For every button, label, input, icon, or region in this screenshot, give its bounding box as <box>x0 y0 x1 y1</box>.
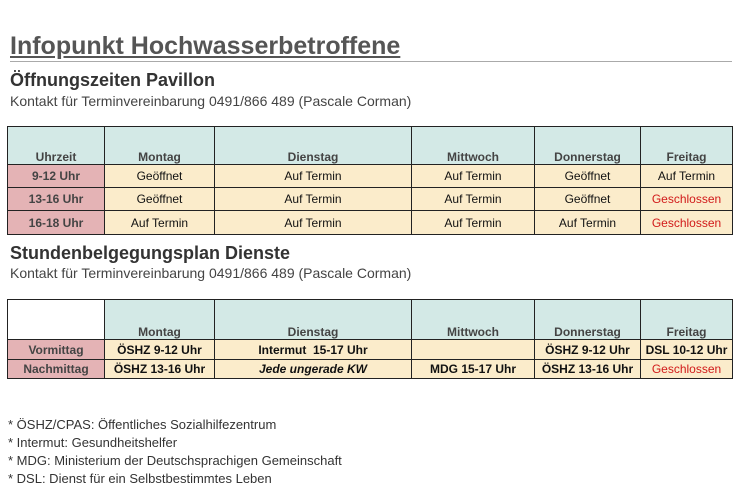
col-header-dienstag: Dienstag <box>215 300 412 340</box>
table-cell: Auf Termin <box>215 165 412 188</box>
table-cell: Geöffnet <box>535 165 641 188</box>
col-header-mittwoch: Mittwoch <box>412 300 535 340</box>
dienste-table <box>7 299 733 379</box>
page-title: Infopunkt Hochwasserbetroffene <box>10 32 401 60</box>
empty-corner-cell <box>8 300 105 340</box>
table-cell: Jede ungerade KW <box>215 360 412 379</box>
table-cell-closed: Geschlossen <box>641 211 733 235</box>
col-header-donnerstag: Donnerstag <box>535 300 641 340</box>
table-row <box>8 360 733 379</box>
col-header-montag: Montag <box>105 300 215 340</box>
col-header-donnerstag: Donnerstag <box>535 127 641 165</box>
row-label: 9-12 Uhr <box>8 165 105 188</box>
footnote: * Intermut: Gesundheitshelfer <box>8 435 178 450</box>
col-header-dienstag: Dienstag <box>215 127 412 165</box>
table-cell <box>412 340 535 360</box>
table-cell-closed: Geschlossen <box>641 360 733 379</box>
table-cell: ÖSHZ 13-16 Uhr <box>105 360 215 379</box>
table-cell: Geöffnet <box>105 165 215 188</box>
table-cell-closed: Geschlossen <box>641 188 733 211</box>
dienste-header-row <box>8 300 733 340</box>
footnote: * MDG: Ministerium der Deutschsprachigen Gemeinschaft <box>8 453 342 468</box>
pavillon-table <box>7 126 733 235</box>
row-label: Nachmittag <box>8 360 105 379</box>
table-row <box>8 165 733 188</box>
table-row <box>8 340 733 360</box>
col-header-uhrzeit: Uhrzeit <box>8 127 105 165</box>
table-cell: Auf Termin <box>412 211 535 235</box>
dienste-contact: Kontakt für Terminvereinbarung 0491/866 489 (Pascale Corman) <box>10 265 412 281</box>
table-cell: MDG 15-17 Uhr <box>412 360 535 379</box>
table-cell: Auf Termin <box>105 211 215 235</box>
dienste-heading: Stundenbelgegungsplan Dienste <box>10 243 291 263</box>
table-cell: Geöffnet <box>105 188 215 211</box>
table-cell: Auf Termin <box>412 188 535 211</box>
pavillon-header-row <box>8 127 733 165</box>
table-cell: Auf Termin <box>215 211 412 235</box>
pavillon-contact: Kontakt für Terminvereinbarung 0491/866 489 (Pascale Corman) <box>10 93 412 109</box>
row-label: 16-18 Uhr <box>8 211 105 235</box>
title-divider <box>10 61 732 62</box>
table-cell: Auf Termin <box>535 211 641 235</box>
table-cell: Intermut 15-17 Uhr <box>215 340 412 360</box>
table-cell: Geöffnet <box>535 188 641 211</box>
table-cell: Auf Termin <box>412 165 535 188</box>
footnote: * ÖSHZ/CPAS: Öffentliches Sozialhilfezentrum <box>8 417 277 432</box>
footnote: * DSL: Dienst für ein Selbstbestimmtes Leben <box>8 471 272 486</box>
col-header-mittwoch: Mittwoch <box>412 127 535 165</box>
col-header-montag: Montag <box>105 127 215 165</box>
table-row <box>8 211 733 235</box>
table-cell: ÖSHZ 13-16 Uhr <box>535 360 641 379</box>
pavillon-heading: Öffnungszeiten Pavillon <box>10 70 216 90</box>
row-label: Vormittag <box>8 340 105 360</box>
col-header-freitag: Freitag <box>641 127 733 165</box>
table-cell: DSL 10-12 Uhr <box>641 340 733 360</box>
table-cell: Auf Termin <box>641 165 733 188</box>
row-label: 13-16 Uhr <box>8 188 105 211</box>
table-cell: ÖSHZ 9-12 Uhr <box>105 340 215 360</box>
footnotes <box>8 416 342 488</box>
table-cell: Auf Termin <box>215 188 412 211</box>
col-header-freitag: Freitag <box>641 300 733 340</box>
table-cell: ÖSHZ 9-12 Uhr <box>535 340 641 360</box>
table-row <box>8 188 733 211</box>
